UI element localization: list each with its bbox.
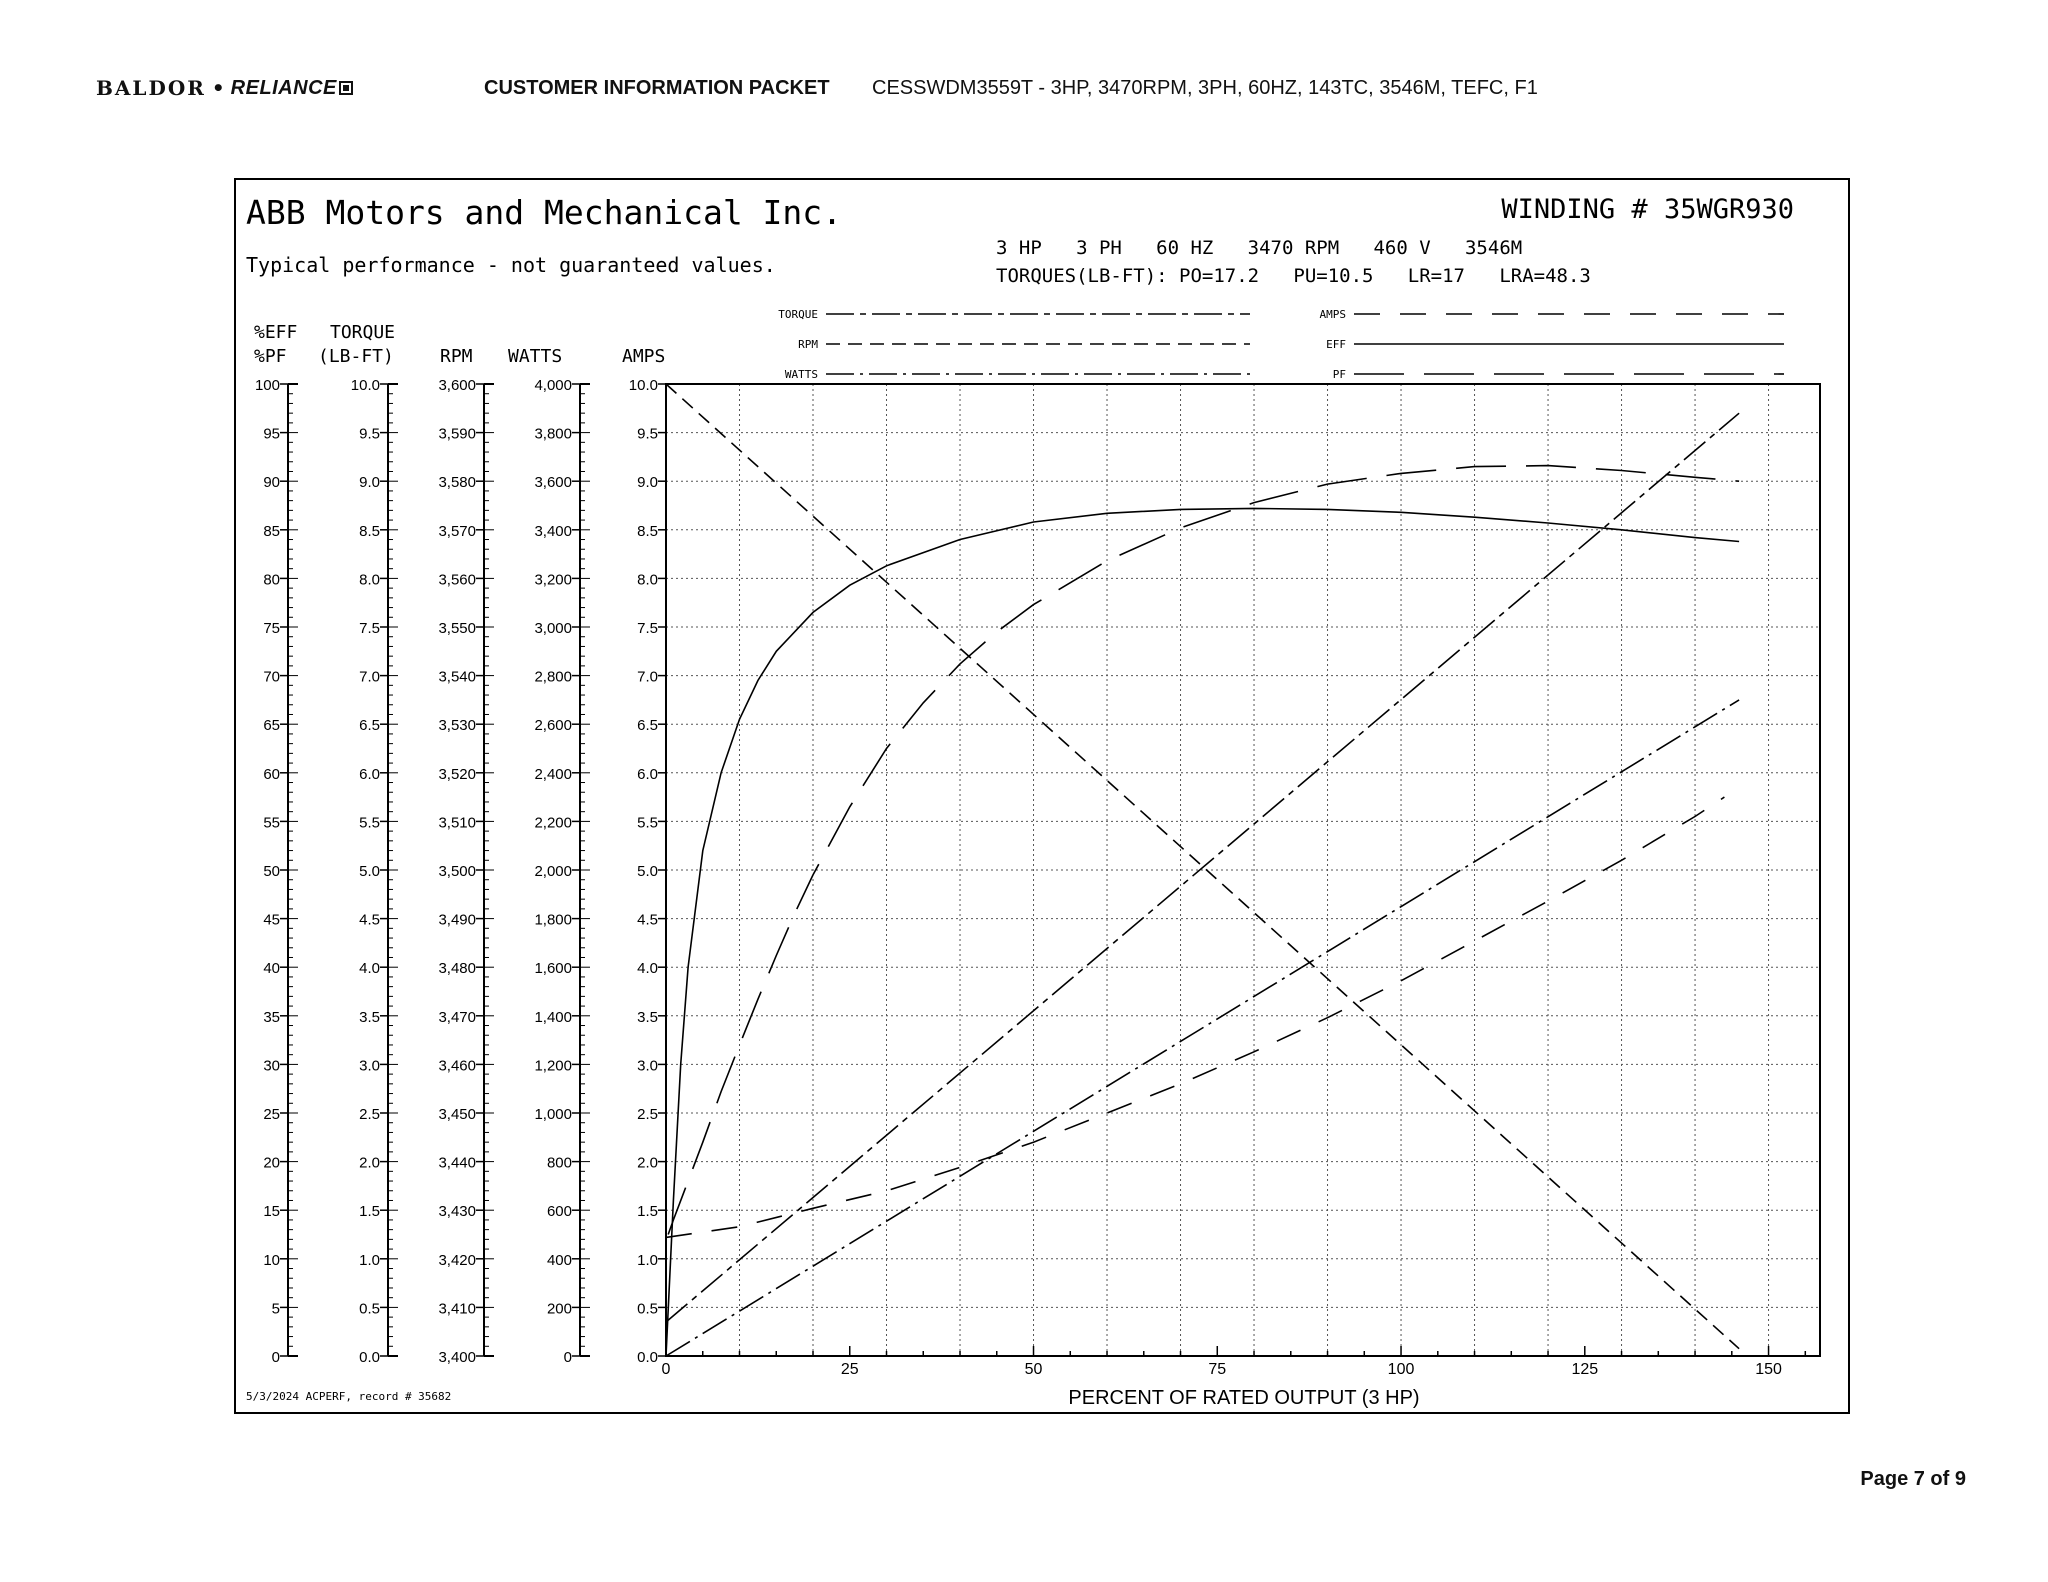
y-tick-label-watts: 1,400 (534, 1008, 572, 1026)
header-watts: WATTS (508, 346, 563, 367)
y-tick-label-watts: 1,600 (534, 960, 572, 978)
y-tick-label-watts: 1,800 (534, 911, 572, 929)
y-tick-label-watts: 1,000 (534, 1106, 572, 1123)
y-tick-label-eff-pf: 55 (263, 814, 280, 832)
x-tick-label-0: 0 (661, 1361, 671, 1378)
y-tick-label-amps: 1.0 (637, 1251, 658, 1269)
y-tick-label-eff-pf: 85 (263, 522, 280, 540)
header-rpm: RPM (440, 346, 473, 367)
page-number: Page 7 of 9 (1860, 1468, 1966, 1490)
y-tick-label-amps: 4.0 (637, 960, 658, 978)
y-tick-label-rpm: 3,600 (438, 377, 476, 394)
y-tick-label-rpm: 3,560 (438, 571, 476, 589)
y-tick-label-rpm: 3,520 (438, 765, 476, 783)
y-tick-label-watts: 2,800 (534, 668, 572, 686)
y-tick-label-torque-lb-ft: 3.0 (359, 1057, 380, 1075)
chart-frame (235, 179, 1849, 1413)
y-tick-label-eff-pf: 35 (263, 1008, 280, 1026)
y-tick-label-rpm: 3,430 (438, 1203, 476, 1221)
x-tick-label-125: 125 (1571, 1361, 1599, 1378)
y-tick-label-eff-pf: 90 (263, 474, 280, 492)
y-tick-label-rpm: 3,410 (438, 1300, 476, 1318)
y-tick-label-watts: 2,200 (534, 814, 572, 832)
x-axis-label: PERCENT OF RATED OUTPUT (3 HP) (1068, 1387, 1420, 1409)
y-tick-label-amps: 2.5 (637, 1106, 658, 1123)
legend-label-amps: AMPS (1319, 308, 1346, 321)
y-tick-label-torque-lb-ft: 9.0 (359, 474, 380, 492)
y-tick-label-amps: 7.0 (637, 668, 658, 686)
x-tick-label-100: 100 (1387, 1361, 1415, 1378)
y-tick-label-eff-pf: 70 (263, 668, 280, 686)
y-tick-label-amps: 6.5 (637, 717, 658, 735)
y-tick-label-amps: 8.5 (637, 522, 658, 540)
y-tick-label-rpm: 3,570 (438, 522, 476, 540)
y-tick-label-rpm: 3,440 (438, 1154, 476, 1172)
torques-line: TORQUES(LB-FT): PO=17.2 PU=10.5 LR=17 LRA=48.3 (996, 265, 1591, 287)
header-torque: TORQUE (330, 322, 396, 343)
y-tick-label-torque-lb-ft: 5.5 (359, 814, 380, 832)
y-tick-label-amps: 6.0 (637, 765, 658, 783)
chart-subtitle: Typical performance - not guaranteed values. (246, 253, 776, 277)
y-tick-label-eff-pf: 5 (271, 1300, 280, 1318)
chart-title: ABB Motors and Mechanical Inc. (246, 193, 843, 232)
y-tick-label-amps: 9.5 (637, 425, 658, 443)
logo-reliance: RELIANCE (230, 76, 337, 99)
performance-chart (234, 178, 1850, 1414)
y-tick-label-eff-pf: 80 (263, 571, 280, 589)
brand-logo (96, 74, 353, 102)
y-tick-label-eff-pf: 15 (263, 1203, 280, 1221)
y-tick-label-amps: 10.0 (628, 377, 658, 394)
y-tick-label-torque-lb-ft: 8.5 (359, 522, 380, 540)
logo-baldor: BALDOR (96, 76, 206, 100)
y-tick-label-torque-lb-ft: 3.5 (359, 1008, 380, 1026)
y-tick-label-watts: 3,800 (534, 425, 572, 443)
y-tick-label-watts: 3,200 (534, 571, 572, 589)
y-tick-label-rpm: 3,460 (438, 1057, 476, 1075)
y-tick-label-watts: 2,000 (534, 863, 572, 880)
y-tick-label-watts: 2,600 (534, 717, 572, 735)
logo-dot: • (211, 76, 227, 100)
y-tick-label-rpm: 3,490 (438, 911, 476, 929)
y-tick-label-torque-lb-ft: 4.5 (359, 911, 380, 929)
y-tick-label-eff-pf: 10 (263, 1251, 280, 1269)
y-tick-label-amps: 1.5 (637, 1203, 658, 1221)
y-tick-label-watts: 0 (563, 1349, 572, 1366)
y-tick-label-rpm: 3,530 (438, 717, 476, 735)
y-tick-label-eff-pf: 45 (263, 911, 280, 929)
y-tick-label-torque-lb-ft: 10.0 (350, 377, 380, 394)
header-torque-unit: (LB-FT) (318, 346, 394, 367)
header-amps: AMPS (622, 346, 666, 367)
legend-label-pf: PF (1332, 368, 1346, 381)
y-tick-label-eff-pf: 40 (263, 960, 280, 978)
rating-line: 3 HP 3 PH 60 HZ 3470 RPM 460 V 3546M (996, 237, 1523, 259)
y-tick-label-amps: 3.5 (637, 1008, 658, 1026)
legend-label-rpm: RPM (798, 338, 818, 351)
x-tick-label-150: 150 (1755, 1361, 1782, 1378)
y-tick-label-eff-pf: 25 (263, 1106, 280, 1123)
y-tick-label-torque-lb-ft: 7.5 (359, 620, 380, 637)
y-tick-label-amps: 7.5 (637, 620, 658, 637)
y-tick-label-rpm: 3,580 (438, 474, 476, 492)
y-tick-label-rpm: 3,450 (438, 1106, 476, 1123)
x-tick-label-25: 25 (840, 1361, 859, 1378)
y-tick-label-watts: 200 (546, 1300, 572, 1318)
y-tick-label-rpm: 3,470 (438, 1008, 476, 1026)
model-line: CESSWDM3559T - 3HP, 3470RPM, 3PH, 60HZ, 143TC, 3546M, TEFC, F1 (872, 77, 1538, 99)
y-tick-label-rpm: 3,510 (438, 814, 476, 832)
y-tick-label-torque-lb-ft: 1.5 (359, 1203, 380, 1221)
legend-label-watts: WATTS (784, 368, 818, 381)
y-tick-label-torque-lb-ft: 1.0 (359, 1251, 380, 1269)
y-tick-label-torque-lb-ft: 2.0 (359, 1154, 380, 1172)
legend-label-eff: EFF (1326, 338, 1346, 351)
y-tick-label-eff-pf: 100 (254, 377, 280, 394)
y-tick-label-rpm: 3,480 (438, 960, 476, 978)
y-tick-label-watts: 2,400 (534, 765, 572, 783)
y-tick-label-watts: 3,600 (534, 474, 572, 492)
y-tick-label-watts: 800 (546, 1154, 572, 1172)
y-tick-label-torque-lb-ft: 2.5 (359, 1106, 380, 1123)
winding-number: WINDING # 35WGR930 (1501, 194, 1794, 225)
y-tick-label-amps: 9.0 (637, 474, 658, 492)
y-tick-label-rpm: 3,550 (438, 620, 476, 637)
y-tick-label-eff-pf: 20 (263, 1154, 280, 1172)
y-tick-label-eff-pf: 50 (263, 863, 280, 880)
header-pf: %PF (254, 346, 287, 367)
x-tick-label-75: 75 (1208, 1361, 1227, 1378)
y-tick-label-watts: 4,000 (534, 377, 572, 394)
y-tick-label-eff-pf: 95 (263, 425, 280, 443)
y-tick-label-rpm: 3,500 (438, 863, 476, 880)
y-tick-label-torque-lb-ft: 0.5 (359, 1300, 380, 1318)
legend-label-torque: TORQUE (778, 308, 818, 321)
y-tick-label-watts: 3,000 (534, 620, 572, 637)
y-tick-label-torque-lb-ft: 6.5 (359, 717, 380, 735)
y-tick-label-eff-pf: 60 (263, 765, 280, 783)
y-tick-label-amps: 5.0 (637, 863, 658, 880)
y-tick-label-amps: 4.5 (637, 911, 658, 929)
y-tick-label-watts: 1,200 (534, 1057, 572, 1075)
record-line: 5/3/2024 ACPERF, record # 35682 (246, 1390, 452, 1403)
header-eff: %EFF (254, 322, 298, 343)
y-tick-label-eff-pf: 75 (263, 620, 280, 637)
y-tick-label-amps: 0.0 (637, 1349, 658, 1366)
y-tick-label-amps: 5.5 (637, 814, 658, 832)
y-tick-label-eff-pf: 65 (263, 717, 280, 735)
y-tick-label-torque-lb-ft: 4.0 (359, 960, 380, 978)
y-tick-label-torque-lb-ft: 0.0 (359, 1349, 380, 1366)
y-tick-label-amps: 3.0 (637, 1057, 658, 1075)
y-tick-label-eff-pf: 0 (271, 1349, 280, 1366)
y-tick-label-amps: 0.5 (637, 1300, 658, 1318)
y-tick-label-torque-lb-ft: 8.0 (359, 571, 380, 589)
y-tick-label-amps: 2.0 (637, 1154, 658, 1172)
y-tick-label-eff-pf: 30 (263, 1057, 280, 1075)
y-tick-label-rpm: 3,420 (438, 1251, 476, 1269)
y-tick-label-rpm: 3,400 (438, 1349, 476, 1366)
x-tick-label-50: 50 (1024, 1361, 1043, 1378)
y-tick-label-watts: 600 (546, 1203, 572, 1221)
y-tick-label-rpm: 3,540 (438, 668, 476, 686)
y-tick-label-torque-lb-ft: 9.5 (359, 425, 380, 443)
y-tick-label-torque-lb-ft: 7.0 (359, 668, 380, 686)
y-tick-label-torque-lb-ft: 5.0 (359, 863, 380, 880)
logo-mark-icon (339, 81, 353, 95)
y-tick-label-torque-lb-ft: 6.0 (359, 765, 380, 783)
packet-title: CUSTOMER INFORMATION PACKET (484, 77, 830, 99)
y-tick-label-rpm: 3,590 (438, 425, 476, 443)
y-tick-label-watts: 3,400 (534, 522, 572, 540)
y-tick-label-amps: 8.0 (637, 571, 658, 589)
y-tick-label-watts: 400 (546, 1251, 572, 1269)
